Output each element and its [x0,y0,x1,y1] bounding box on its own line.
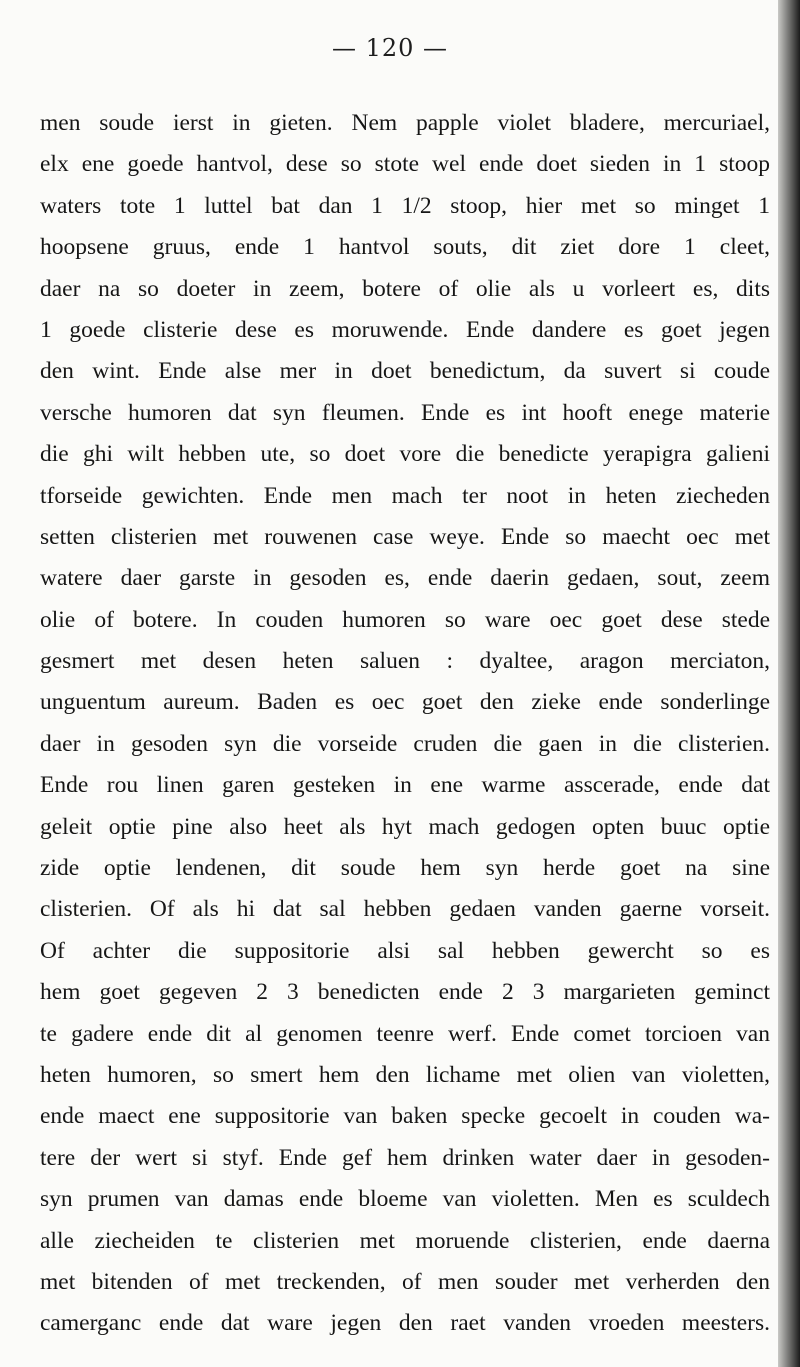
text-line: olie of botere. In couden humoren so ware oec goet dese stede [40,606,770,633]
text-line: tere der wert si styf. Ende gef hem drinken water daer in gesoden- [40,1144,770,1171]
text-line: Ende rou linen garen gesteken in ene warme asscerade, ende dat [40,772,770,799]
text-line: te gadere ende dit al genomen teenre werf. Ende comet torcioen van [40,1020,770,1047]
text-line: versche humoren dat syn fleumen. Ende es int hooft enege materie [40,399,770,426]
text-line: camerganc ende dat ware jegen den raet vanden vroeden meesters. [40,1310,770,1337]
text-line: heten humoren, so smert hem den lichame met olien van violetten, [40,1061,770,1088]
text-line: men soude ierst in gieten. Nem papple violet bladere, mercuriael, [40,110,770,136]
text-line: hem goet gegeven 2 3 benedicten ende 2 3 margarieten geminct [40,979,770,1006]
text-line: den wint. Ende alse mer in doet benedictum, da suvert si coude [40,358,770,385]
text-line: daer in gesoden syn die vorseide cruden die gaen in die clisterien. [40,730,770,757]
text-line: met bitenden of met treckenden, of men souder met verherden den [40,1268,770,1295]
text-line: tforseide gewichten. Ende men mach ter noot in heten ziecheden [40,482,770,509]
text-line: daer na so doeter in zeem, botere of olie als u vorleert es, dits [40,275,770,302]
text-line: setten clisterien met rouwenen case weye. Ende so maecht oec met [40,523,770,550]
text-line: geleit optie pine also heet als hyt mach gedogen opten buuc optie [40,813,770,840]
text-line: ende maect ene suppositorie van baken specke gecoelt in couden wa- [40,1103,770,1130]
text-line: waters tote 1 luttel bat dan 1 1/2 stoop, hier met so minget 1 [40,192,770,219]
text-line: 1 goede clisterie dese es moruwende. Ende dandere es goet jegen [40,316,770,343]
page-body-text [40,103,770,1345]
text-line: zide optie lendenen, dit soude hem syn herde goet na sine [40,855,770,882]
text-line: clisterien. Of als hi dat sal hebben gedaen vanden gaerne vorseit. [40,896,770,923]
text-line: syn prumen van damas ende bloeme van violetten. Men es sculdech [40,1186,770,1213]
text-line: unguentum aureum. Baden es oec goet den zieke ende sonderlinge [40,689,770,716]
text-line: hoopsene gruus, ende 1 hantvol souts, dit ziet dore 1 cleet, [40,234,770,261]
text-line: die ghi wilt hebben ute, so doet vore die benedicte yerapigra galieni [40,441,770,468]
text-line: alle ziecheiden te clisterien met moruende clisterien, ende daerna [40,1227,770,1254]
page-number-header: — 120 — [331,34,449,62]
text-line: watere daer garste in gesoden es, ende daerin gedaen, sout, zeem [40,565,770,592]
page-binding-shadow [778,0,800,1367]
text-line: Of achter die suppositorie alsi sal hebben gewercht so es [40,937,770,964]
text-line: elx ene goede hantvol, dese so stote wel ende doet sieden in 1 stoop [40,151,770,178]
text-line: gesmert met desen heten saluen : dyaltee, aragon merciaton, [40,648,770,675]
